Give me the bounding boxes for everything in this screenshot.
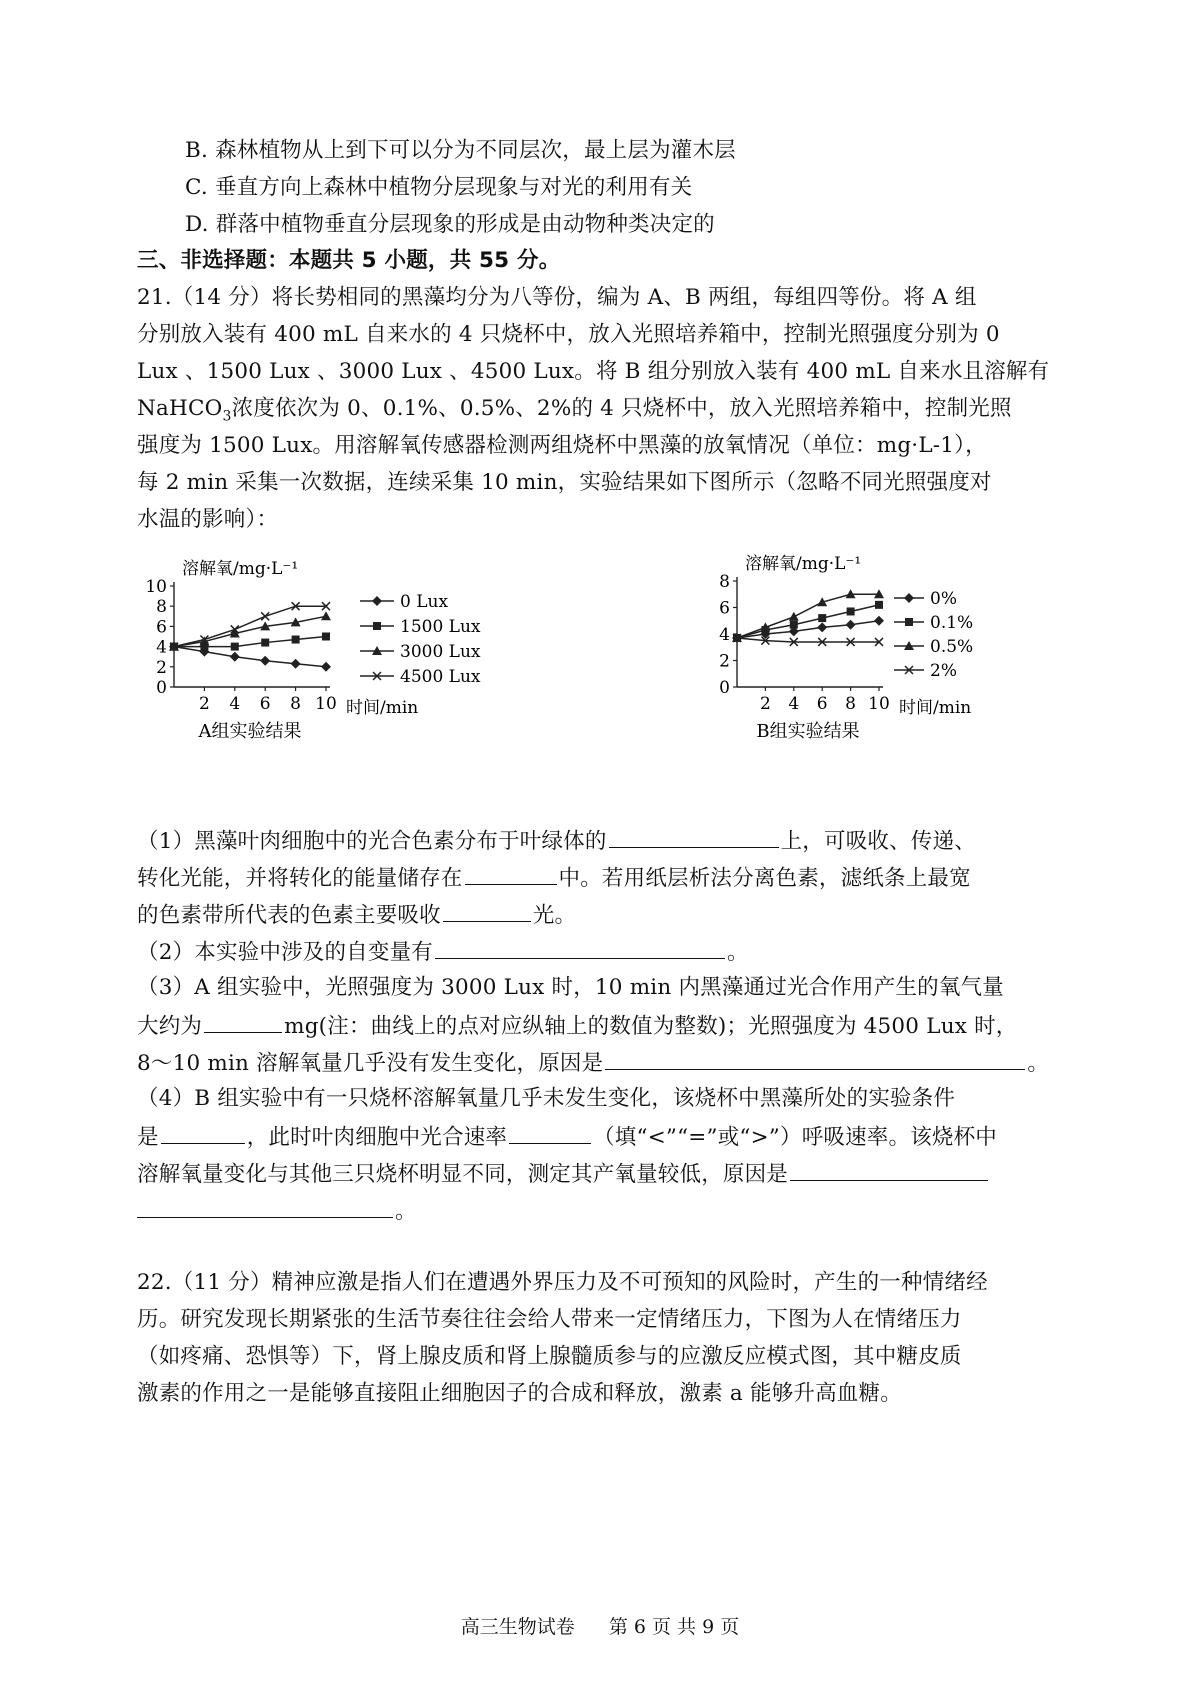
- y-tick-label: 2: [719, 651, 730, 672]
- q21-line-1: 21.（14 分）将长势相同的黑藻均分为八等份，编为 A、B 两组，每组四等份。将 A 组: [137, 285, 977, 310]
- q21-line-2: 分别放入装有 400 mL 自来水的 4 只烧杯中，放入光照培养箱中，控制光照强度分别为 0: [137, 322, 1000, 347]
- data-point: [846, 620, 856, 630]
- chart-a: [140, 559, 560, 815]
- q21-line-4-rest: 浓度依次为 0、0.1%、0.5%、2%的 4 只烧杯中，放入光照培养箱中，控制光照: [231, 396, 1012, 421]
- answer-blank[interactable]: [465, 862, 557, 885]
- data-point: [321, 662, 331, 672]
- option-c: C. 垂直方向上森林中植物分层现象与对光的利用有关: [185, 175, 693, 200]
- data-point: [817, 622, 827, 632]
- page-footer: [0, 1612, 1200, 1639]
- data-point: [291, 659, 301, 669]
- x-tick-label: 2: [759, 694, 771, 714]
- legend-label: 1500 Lux: [400, 617, 481, 637]
- data-point: [321, 611, 331, 620]
- q21-line-5: 强度为 1500 Lux。用溶解氧传感器检测两组烧杯中黑藻的放氧情况（单位：mg·L-1），: [137, 433, 987, 458]
- legend-marker: [372, 596, 382, 606]
- x-tick-label: 8: [290, 694, 302, 714]
- legend-marker: [904, 593, 914, 603]
- y-axis-label: 溶解氧/mg·L⁻¹: [745, 554, 862, 574]
- data-point: [818, 614, 826, 622]
- answer-blank[interactable]: [609, 825, 779, 848]
- legend-label: 3000 Lux: [400, 642, 481, 662]
- data-point: [790, 621, 798, 629]
- y-tick-label: 6: [156, 617, 167, 638]
- y-tick-label: 8: [719, 572, 730, 592]
- series-line: [174, 647, 326, 667]
- y-tick-label: 4: [719, 625, 730, 645]
- answer-blank[interactable]: [204, 1010, 282, 1033]
- q22-line-4: 激素的作用之一是能够直接阻止细胞因子的合成和释放，激素 a 能够升高血糖。: [137, 1381, 902, 1406]
- data-point: [260, 656, 270, 666]
- y-tick-label: 10: [145, 577, 167, 597]
- x-tick-label: 8: [845, 694, 857, 714]
- q21-1-line-3: 的色素带所代表的色素主要吸收 光。: [137, 899, 576, 931]
- nahco3-subscript: 3: [222, 408, 232, 425]
- q21-4-line-2: 是 ，此时叶肉细胞中光合速率 （填“<”“=”或“>”）呼吸速率。该烧杯中: [137, 1121, 997, 1153]
- x-tick-label: 6: [259, 694, 271, 714]
- x-axis-label: 时间/min: [346, 698, 419, 718]
- series-line: [174, 606, 326, 646]
- y-tick-label: 0: [156, 678, 167, 698]
- y-tick-label: 4: [156, 637, 167, 658]
- q21-2: （2）本实验中涉及的自变量有 。: [137, 936, 749, 968]
- chart-title: A组实验结果: [198, 721, 302, 742]
- answer-blank[interactable]: [137, 1195, 393, 1218]
- data-point: [261, 639, 269, 647]
- y-tick-label: 0: [719, 678, 730, 698]
- q21-3-line-1: （3）A 组实验中，光照强度为 3000 Lux 时，10 min 内黑藻通过光合作用产生的氧气量: [137, 975, 1004, 1000]
- legend-label: 0 Lux: [400, 592, 449, 612]
- q21-line-4: [137, 394, 1012, 431]
- data-point: [231, 643, 239, 651]
- footer-page: 第 6 页 共 9 页: [608, 1616, 740, 1638]
- data-point: [874, 616, 884, 626]
- q21-line-7: 水温的影响）：: [137, 507, 279, 532]
- q21-4-line-4: 。: [137, 1195, 417, 1227]
- footer-title: 高三生物试卷: [460, 1616, 575, 1638]
- legend-label: 0.1%: [930, 613, 974, 633]
- x-tick-label: 10: [868, 694, 890, 714]
- legend-marker: [373, 622, 381, 630]
- chart-title: B组实验结果: [756, 721, 860, 742]
- x-tick-label: 2: [198, 694, 210, 714]
- x-tick-label: 10: [315, 694, 337, 714]
- x-axis-label: 时间/min: [899, 698, 972, 718]
- y-tick-label: 8: [156, 597, 167, 618]
- legend-marker: [905, 618, 913, 626]
- y-axis-label: 溶解氧/mg·L⁻¹: [182, 559, 299, 579]
- y-tick-label: 6: [719, 598, 730, 619]
- legend-label: 2%: [930, 661, 957, 681]
- data-point: [230, 652, 240, 662]
- data-point: [789, 612, 799, 621]
- answer-blank[interactable]: [790, 1158, 988, 1181]
- q21-1-line-2: 转化光能，并将转化的能量储存在 中。若用纸层析法分离色素，滤纸条上最宽: [137, 862, 971, 894]
- q21-4-line-1: （4）B 组实验中有一只烧杯溶解氧量几乎未发生变化，该烧杯中黑藻所处的实验条件: [137, 1086, 956, 1111]
- answer-blank[interactable]: [443, 899, 531, 922]
- y-tick-label: 2: [156, 657, 167, 678]
- legend-label: 0%: [930, 589, 957, 609]
- legend-label: 0.5%: [930, 637, 974, 657]
- answer-blank[interactable]: [161, 1121, 245, 1144]
- data-point: [847, 607, 855, 615]
- data-point: [261, 612, 269, 620]
- q22-line-3: （如疼痛、恐惧等）下，肾上腺皮质和肾上腺髓质参与的应激反应模式图，其中糖皮质: [137, 1344, 962, 1369]
- chart-b: [700, 554, 1040, 815]
- option-d: D. 群落中植物垂直分层现象的形成是由动物种类决定的: [185, 212, 715, 237]
- answer-blank[interactable]: [509, 1121, 591, 1144]
- q21-3-line-2: 大约为 mg(注：曲线上的点对应纵轴上的数值为整数)；光照强度为 4500 Lux 时，: [137, 1010, 1018, 1042]
- data-point: [322, 633, 330, 641]
- answer-blank[interactable]: [605, 1047, 1025, 1070]
- data-point: [875, 601, 883, 609]
- series-line: [737, 638, 879, 642]
- x-tick-label: 4: [788, 694, 800, 714]
- q22-line-1: 22.（11 分）精神应激是指人们在遭遇外界压力及不可预知的风险时，产生的一种情绪经: [137, 1270, 988, 1295]
- x-tick-label: 6: [816, 694, 828, 714]
- section-3-heading: 三、非选择题：本题共 5 小题，共 55 分。: [137, 248, 561, 273]
- x-tick-label: 4: [229, 694, 241, 714]
- q21-line-6: 每 2 min 采集一次数据，连续采集 10 min，实验结果如下图所示（忽略不同光照强度对: [137, 470, 992, 495]
- q21-1-line-1: （1）黑藻叶肉细胞中的光合色素分布于叶绿体的 上，可吸收、传递、: [137, 825, 976, 857]
- data-point: [292, 636, 300, 644]
- option-b: B. 森林植物从上到下可以分为不同层次，最上层为灌木层: [185, 138, 736, 163]
- q21-4-line-3: 溶解氧量变化与其他三只烧杯明显不同，测定其产氧量较低，原因是: [137, 1158, 990, 1190]
- q21-3-line-3: 8～10 min 溶解氧量几乎没有发生变化，原因是 。: [137, 1047, 1049, 1079]
- nahco3-formula: NaHCO: [137, 396, 223, 421]
- q21-line-3: Lux 、1500 Lux 、3000 Lux 、4500 Lux。将 B 组分别放入装有 400 mL 自来水且溶解有: [137, 359, 1050, 384]
- answer-blank[interactable]: [435, 936, 725, 959]
- q22-line-2: 历。研究发现长期紧张的生活节奏往往会给人带来一定情绪压力，下图为人在情绪压力: [137, 1307, 962, 1332]
- legend-label: 4500 Lux: [400, 667, 481, 687]
